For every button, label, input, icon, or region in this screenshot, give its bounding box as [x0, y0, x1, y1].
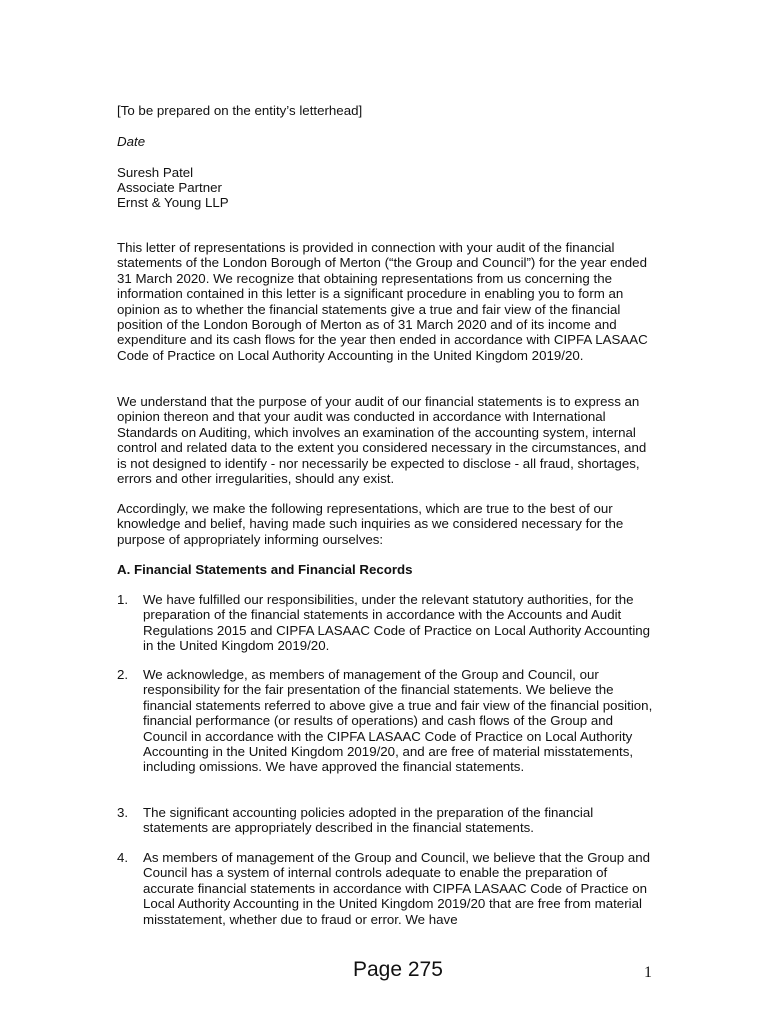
letterhead-note: [To be prepared on the entity’s letterhead] — [117, 103, 363, 118]
item-text: We have fulfilled our responsibilities, under the relevant statutory authorities, for the preparation of the financial statements in accordance with the Accounts and Audit Regulations 2015 and CIPFA LASAAC Code of Practice on Local Authority Accounting in the United Kingdom 2019/20. — [143, 592, 651, 654]
footer-page-label: Page 275 — [353, 958, 443, 981]
intro-paragraph: This letter of representations is provided in connection with your audit of the financial statements of the London Borough of Merton (“the Group and Council”) for the year ended 31 March 2020. We recognize that obtaining representations from us concerning the information contained in this letter is a significant procedure in enabling you to form an opinion as to whether the financial statements give a true and fair view of the financial position of the London Borough of Merton as of 31 March 2020 and of its income and expenditure and its cash flows for the year then ended in accordance with CIPFA LASAAC Code of Practice on Local Authority Accounting in the United Kingdom 2019/20. — [117, 240, 648, 363]
date-label: Date — [117, 134, 146, 149]
item-number: 3. — [117, 805, 129, 820]
footer-page-number: 1 — [644, 964, 652, 981]
item-number: 2. — [117, 667, 129, 682]
item-text: As members of management of the Group and Council, we believe that the Group and Council has a system of internal controls adequate to enable the preparation of accurate financial statements in accordance with CIPFA LASAAC Code of Practice on Local Authority Accounting in the United Kingdom 2019/20 that are free from material misstatement, whether due to fraud or error. We have — [143, 850, 651, 927]
item-text: The significant accounting policies adopted in the preparation of the financial statements are appropriately described in the financial statements. — [143, 805, 594, 836]
recipient-name: Suresh Patel — [117, 165, 194, 180]
section-heading: A. Financial Statements and Financial Records — [117, 562, 413, 577]
purpose-paragraph: We understand that the purpose of your audit of our financial statements is to express an opinion thereon and that your audit was conducted in accordance with International Standards on Auditing, which involves an examination of the accounting system, internal control and related data to the extent you considered necessary in the circumstances, and is not designed to identify - nor necessarily be expected to disclose - all fraud, shortages, errors and other irregularities, should any exist. — [117, 394, 647, 487]
recipient-title: Associate Partner — [117, 180, 222, 195]
item-number: 1. — [117, 592, 129, 607]
item-number: 4. — [117, 850, 129, 865]
representations-paragraph: Accordingly, we make the following representations, which are true to the best of our knowledge and belief, having made such inquiries as we considered necessary for the purpose of appropriately informing ourselves: — [117, 501, 624, 547]
item-text: We acknowledge, as members of management of the Group and Council, our responsibility for the fair presentation of the financial statements. We believe the financial statements referred to above give a true and fair view of the financial position, financial performance (or results of operations) and cash flows of the Group and Council in accordance with the CIPFA LASAAC Code of Practice on Local Authority Accounting in the United Kingdom 2019/20, and are free of material misstatements, including omissions. We have approved the financial statements. — [143, 667, 653, 775]
recipient-company: Ernst & Young LLP — [117, 195, 229, 210]
